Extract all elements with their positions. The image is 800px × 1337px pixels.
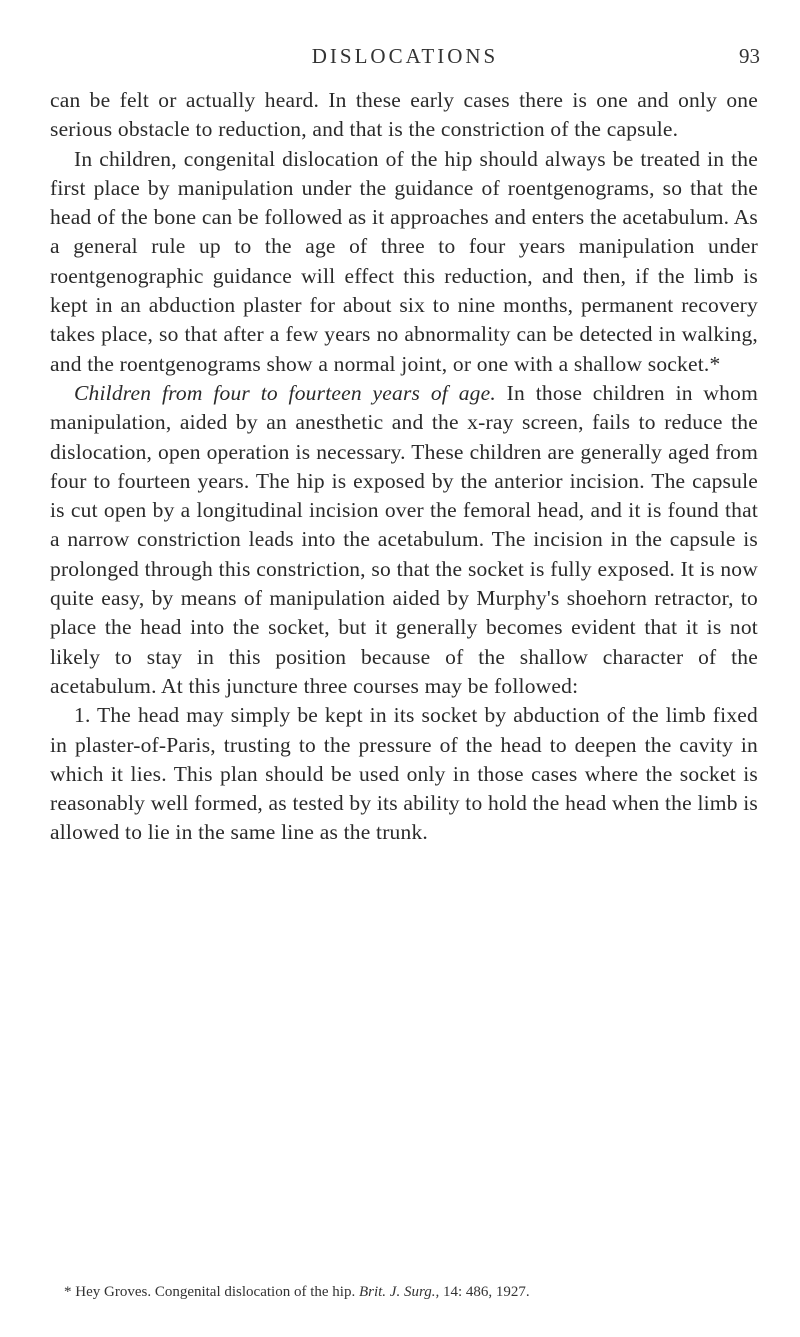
section-heading-children-four-to-fourteen: Children from four to fourteen years of age. — [74, 380, 496, 405]
running-head — [50, 44, 760, 74]
paragraph-older-children-text: In those children in whom manipulation, aided by an anesthetic and the x-ray screen, fails to reduce the dislocation, open operation is necessary. These children are generally aged from four to fourteen years. The hip is exposed by the anterior incision. The capsule is cut open by a longitudinal incision over the femoral head, and it is found that a narrow constriction leads into the acetabulum. The incision in the capsule is prolonged through this constriction, so that the socket is fully exposed. It is now quite easy, by means of manipulation aided by Murphy's shoehorn retractor, to place the head into the socket, but it generally becomes evident that it is not likely to stay in this position because of the shallow character of the acetabulum. At this juncture three courses may be followed: — [50, 380, 758, 698]
footnote-journal: Brit. J. Surg., — [358, 1284, 440, 1300]
paragraph-children-treatment: In children, congenital dislocation of the hip should always be treated in the first place by manipulation under the guidance of roentgenograms, so that the head of the bone can be followed as it approaches and enters the acetabulum. As a general rule up to the age of three to four years manipulation under roentgenographic guidance will effect this reduction, and then, if the limb is kept in an abduction plaster for about six to nine months, permanent recovery takes place, so that after a few years no abnormality can be detected in walking, and the roentgenograms show a normal joint, or one with a shallow socket.* — [50, 146, 758, 376]
paragraph-course-one: 1. The head may simply be kept in its socket by abduction of the limb fixed in plaster-of-Paris, trusting to the pressure of the head to deepen the cavity in which it lies. This plan should be used only in those cases where the socket is reasonably well formed, as tested by its ability to hold the head when the limb is allowed to lie in the same line as the trunk. — [50, 703, 758, 845]
footnote — [64, 1282, 764, 1302]
page-number: 93 — [739, 44, 760, 68]
body-text — [50, 86, 758, 848]
footnote-citation: * Hey Groves. Congenital dislocation of the hip. — [64, 1284, 359, 1300]
running-title: DISLOCATIONS — [311, 44, 499, 68]
paragraph-continued: can be felt or actually heard. In these early cases there is one and only one serious obstacle to reduction, and that is the constriction of the capsule. — [50, 88, 758, 142]
footnote-volume: 14: 486, 1927. — [439, 1284, 530, 1300]
paragraph-older-children — [50, 379, 758, 701]
